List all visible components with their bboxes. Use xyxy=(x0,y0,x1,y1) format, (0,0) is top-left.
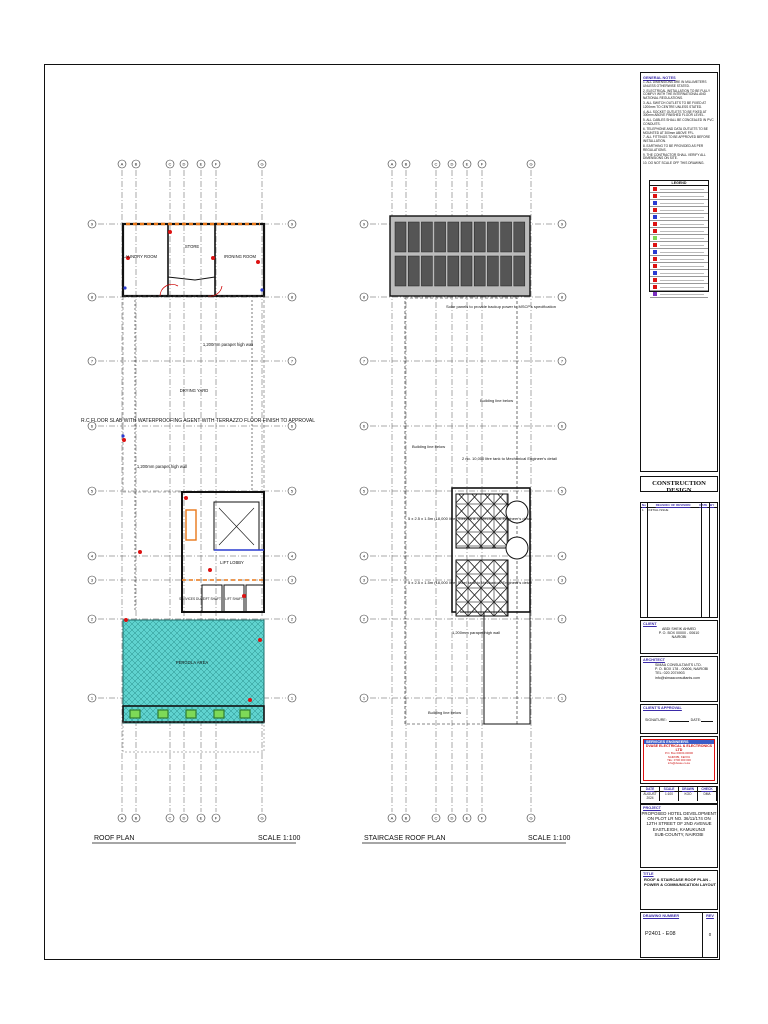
grid-col-label: B xyxy=(404,161,408,167)
solar-panel xyxy=(501,256,512,286)
grid-col-label: E xyxy=(465,815,469,821)
legend-symbol-icon xyxy=(653,229,657,233)
grid-col-label: D xyxy=(450,815,454,821)
consultant-details xyxy=(644,752,714,765)
grid-row-label: 7 xyxy=(560,358,564,364)
consultant-box xyxy=(640,736,718,784)
legend-symbol-icon xyxy=(653,243,657,247)
drawing-title xyxy=(644,877,717,887)
solar-panel xyxy=(474,256,485,286)
solar-panel xyxy=(448,256,459,286)
title-box xyxy=(640,870,718,910)
grid-col-label: C xyxy=(168,161,172,167)
general-notes-list xyxy=(641,81,717,166)
revision-cell: INITIAL ISSUE xyxy=(648,508,669,512)
date-label: DATE: xyxy=(690,718,701,722)
solar-panel xyxy=(435,222,446,252)
staircase-plan-scale: SCALE 1:100 xyxy=(528,835,571,842)
client-details xyxy=(641,627,717,640)
architect-box xyxy=(640,656,718,702)
grid-row-label: 4 xyxy=(362,553,366,559)
grid-col-label: E xyxy=(465,161,469,167)
pergola-hatch xyxy=(123,620,264,723)
grid-row-label: 2 xyxy=(362,616,366,622)
pergola-label: PERGOLA AREA xyxy=(175,660,209,665)
grid-col-label: E xyxy=(199,161,203,167)
roof-plan-title: ROOF PLAN xyxy=(94,835,135,842)
grid-row-label: 1 xyxy=(362,695,366,701)
revision-header-cell: No xyxy=(641,503,646,507)
solar-panel xyxy=(514,256,525,286)
legend-symbol-icon xyxy=(653,236,657,240)
grid-col-label: A xyxy=(120,161,124,167)
legend-row xyxy=(650,200,708,207)
signature-label: SIGNATURE: xyxy=(645,718,667,722)
grid-row-label: 8 xyxy=(560,294,564,300)
solar-panel xyxy=(461,222,472,252)
grid-col-label: A xyxy=(390,815,394,821)
top-rooms-outline xyxy=(123,224,264,296)
revision-header-cell: BY xyxy=(710,503,715,507)
grid-col-label: B xyxy=(134,161,138,167)
legend-symbol-icon xyxy=(653,264,657,268)
grid-col-label: A xyxy=(120,815,124,821)
info-value-cell: AUGUST 2024 xyxy=(641,792,660,800)
grid-row-label: 8 xyxy=(290,294,294,300)
solar-panel xyxy=(461,256,472,286)
info-values xyxy=(641,792,717,800)
tank-note: 2 no. 10,000 litre tank to Mechanical Engineer's detail xyxy=(462,456,557,461)
drying-yard-label: DRYING YARD xyxy=(179,388,209,393)
solar-panel xyxy=(448,222,459,252)
solar-panel xyxy=(501,222,512,252)
approval-box xyxy=(640,704,718,734)
grid-row-label: 3 xyxy=(90,577,94,583)
general-note: 9. THE CONTRACTOR SHALL VERIFY ALL DIMENSIONS ON SITE. xyxy=(643,152,706,161)
general-notes-header: GENERAL NOTES xyxy=(643,76,676,80)
legend-table xyxy=(649,180,709,292)
steel-tank-lower xyxy=(456,560,508,616)
drawing-title-line: ROOF & STAIRCASE ROOF PLAN - xyxy=(644,877,711,882)
grid-row-label: 9 xyxy=(560,221,564,227)
legend-symbol-icon xyxy=(653,194,657,198)
laundry-label: LAUNDRY ROOM xyxy=(122,254,158,259)
grid-row-label: 4 xyxy=(90,553,94,559)
legend-row xyxy=(650,207,708,214)
water-tank-2 xyxy=(506,537,528,559)
legend-row xyxy=(650,242,708,249)
grid-row-label: 3 xyxy=(290,577,294,583)
grid-row-label: 3 xyxy=(560,577,564,583)
general-note: 3. ALL SWITCH OUTLETS TO BE FIXED AT 1200mm TO CENTRE UNLESS STATED. xyxy=(643,100,707,109)
grid-row-label: 1 xyxy=(90,695,94,701)
solar-panel xyxy=(408,256,419,286)
architect-line: SIMAA CONSULTANTS LTD. xyxy=(655,663,702,667)
grid-col-label: G xyxy=(260,161,264,167)
general-note: 8. EARTHING TO BE PROVIDED AS PER REGULATIONS. xyxy=(643,143,704,152)
architect-label: ARCHITECT xyxy=(643,658,665,662)
rev-number: 0 xyxy=(708,932,712,937)
steel-tank-upper xyxy=(456,494,508,548)
grid-col-label: B xyxy=(404,815,408,821)
general-notes-panel xyxy=(640,72,718,472)
consultant-line: NAIROBI, KENYA xyxy=(667,754,691,759)
lift-shaft-label-1: LIFT SHAFT xyxy=(203,597,221,601)
grid-row-label: 5 xyxy=(90,488,94,494)
consultant-label: SERVICES ENGINEERS xyxy=(644,740,714,744)
grid-row-label: 3 xyxy=(362,577,366,583)
grid-row-label: 8 xyxy=(90,294,94,300)
legend-symbol-icon xyxy=(653,201,657,205)
revision-header-cell: REASON / OF REVISION xyxy=(655,503,691,507)
drawing-title-line: POWER & COMMUNICATION LAYOUT xyxy=(644,882,716,887)
general-note: 6. TELEPHONE AND DATA OUTLETS TO BE MOUNTED AT 300mm ABOVE FFL. xyxy=(643,126,708,135)
staircase-plan-title: STAIRCASE ROOF PLAN xyxy=(364,835,446,842)
grid-row-label: 6 xyxy=(362,423,366,429)
grid-row-label: 7 xyxy=(290,358,294,364)
slab-label: R.C FLOOR SLAB WITH WATERPROOFING AGENT WITH TERRAZZO FLOOR FINISH TO APPROVAL xyxy=(80,418,316,424)
solar-panel xyxy=(474,222,485,252)
legend-row xyxy=(650,228,708,235)
staircase-roof-plan xyxy=(390,216,530,724)
architect-line: TEL: 020 2074903 xyxy=(655,671,685,676)
company-banner-box xyxy=(640,476,718,492)
consultant-line: info@dvase.co.ke xyxy=(667,761,691,766)
consultant-line: TEL: 0700 000 000 xyxy=(667,758,691,762)
legend-header: LEGEND xyxy=(650,181,708,186)
grid-col-label: G xyxy=(260,815,264,821)
client-line: NAIROBI xyxy=(671,635,687,640)
client-line: ABDI SHEIK AHMED xyxy=(662,627,696,631)
grid-col-label: A xyxy=(390,161,394,167)
legend-symbol-icon xyxy=(653,222,657,226)
legend-symbol-icon xyxy=(653,250,657,254)
parapet-note: 1,200mm parapet high wall xyxy=(452,630,501,635)
roof-plan-left xyxy=(121,224,264,752)
solar-panel xyxy=(514,222,525,252)
client-box xyxy=(640,620,718,654)
project-line: 12TH STREET OF 2ND AVENUE xyxy=(646,821,712,827)
company-banner: CONSTRUCTION DESIGN xyxy=(652,480,706,494)
legend-row xyxy=(650,263,708,270)
revision-rows xyxy=(641,508,717,512)
project-line: PROPOSED HOTEL DEVELOPMENT xyxy=(641,811,717,816)
roof-plan-scale: SCALE 1:100 xyxy=(258,835,301,842)
legend-row xyxy=(650,221,708,228)
grid-row-label: 9 xyxy=(90,221,94,227)
approval-label: CLIENT'S APPROVAL xyxy=(643,706,682,710)
architect-line: info@simaaconsultants.com xyxy=(655,675,700,680)
grid-col-label: F xyxy=(214,161,218,167)
revision-cell: 1 xyxy=(642,508,644,512)
drawing-number-box xyxy=(640,912,718,958)
project-line: SUB-COUNTY, NAIROBI xyxy=(654,831,704,837)
solar-panel xyxy=(487,222,498,252)
grid-row-label: 4 xyxy=(290,553,294,559)
legend-row xyxy=(650,277,708,284)
grid-row-label: 6 xyxy=(90,423,94,429)
revision-table xyxy=(640,502,718,618)
grid-col-label: C xyxy=(434,161,438,167)
general-note: 5. ALL CABLES SHALL BE CONCEALED IN PVC CONDUITS. xyxy=(643,118,714,126)
grid-col-label: F xyxy=(480,161,484,167)
grid-row-label: 9 xyxy=(362,221,366,227)
grid-col-label: D xyxy=(450,161,454,167)
grid-col-label: F xyxy=(214,815,218,821)
revision-header-cell: DATE xyxy=(699,503,708,507)
building-line-note-2: Building line below xyxy=(412,444,446,449)
lift-shaft-label-2: LIFT SHAFT xyxy=(225,597,243,601)
legend-row xyxy=(650,284,708,291)
legend-row xyxy=(650,186,708,193)
title-block xyxy=(640,72,718,960)
grid-row-label: 4 xyxy=(560,553,564,559)
legend-symbol-icon xyxy=(653,215,657,219)
lift-lobby-label: LIFT LOBBY xyxy=(220,560,244,565)
solar-panel xyxy=(435,256,446,286)
store-label: STORE xyxy=(184,244,200,249)
solar-panel xyxy=(395,256,406,286)
legend-symbol-icon xyxy=(653,257,657,261)
info-table xyxy=(640,786,718,804)
client-label: CLIENT xyxy=(643,622,657,626)
info-header-cell: DATE xyxy=(641,787,660,791)
solar-note: Solar panels to provide backup power to MSCP's specification xyxy=(446,304,556,309)
info-header-cell: CHECK xyxy=(698,787,717,791)
legend-row xyxy=(650,249,708,256)
grid-row-label: 8 xyxy=(362,294,366,300)
parapet-label-2: 1,200mm parapet high wall xyxy=(136,464,188,469)
project-box xyxy=(640,804,718,868)
grid-col-label: G xyxy=(529,161,533,167)
info-header-cell: SCALE xyxy=(660,787,679,791)
grid-col-label: B xyxy=(134,815,138,821)
grid-row-label: 2 xyxy=(560,616,564,622)
solar-panel xyxy=(421,256,432,286)
legend-rows xyxy=(650,186,708,298)
legend-symbol-icon xyxy=(653,278,657,282)
revision-cell xyxy=(698,508,706,512)
project-line: EASTLEIGH, KAMUKUNJI xyxy=(652,826,706,832)
general-note: 10. DO NOT SCALE OFF THIS DRAWING. xyxy=(643,161,705,166)
services-label: SERVICES DUCT xyxy=(179,597,205,601)
steel-tank-note-2: 5 x 2.5 x 1.5m (18,000 litre) Steel tank to Mechanical Engineer's detail xyxy=(408,580,532,585)
legend-row xyxy=(650,270,708,277)
grid-row-label: 5 xyxy=(560,488,564,494)
legend-symbol-icon xyxy=(653,208,657,212)
info-value-cell: KOO xyxy=(679,792,698,800)
grid-col-label: C xyxy=(168,815,172,821)
solar-panel xyxy=(395,222,406,252)
rev-label: REV xyxy=(706,914,714,918)
grid-row-label: 6 xyxy=(290,423,294,429)
grid-row-label: 5 xyxy=(290,488,294,494)
grid-row-label: 2 xyxy=(90,616,94,622)
ironing-label: IRONING ROOM xyxy=(223,254,257,259)
grid-row-label: 6 xyxy=(560,423,564,429)
grid-row-label: 9 xyxy=(290,221,294,227)
solar-panel xyxy=(487,256,498,286)
info-value-cell: DMA xyxy=(698,792,717,800)
info-header-cell: DRAWN xyxy=(679,787,698,791)
building-line-note-1: Building line below xyxy=(480,398,514,403)
building-line-note-3: Building line below xyxy=(428,710,462,715)
legend-symbol-icon xyxy=(653,187,657,191)
grid-col-label: C xyxy=(434,815,438,821)
legend-row xyxy=(650,256,708,263)
consultant-name: DVASE ELECTRICAL & ELECTRONICS LTD xyxy=(645,744,713,753)
legend-symbol-icon xyxy=(653,285,657,289)
grid-col-label: G xyxy=(529,815,533,821)
grid-col-label: D xyxy=(182,815,186,821)
architect-details xyxy=(655,663,717,680)
architect-line: P. O. BOX 178 - 00606, NAIROBI xyxy=(655,667,709,672)
grid-col-label: F xyxy=(480,815,484,821)
legend-symbol-icon xyxy=(653,292,657,296)
info-value-cell: 1:100 xyxy=(660,792,679,800)
grid-row-label: 7 xyxy=(90,358,94,364)
grid-row-label: 7 xyxy=(362,358,366,364)
drawing-number-label: DRAWING NUMBER xyxy=(643,914,680,918)
client-line: P. O. BOX 00000 - 00610 xyxy=(658,631,700,636)
legend-row xyxy=(650,193,708,200)
steel-tank-note-1: 5 x 2.5 x 1.5m (18,000 litre) Steel tank to Mechanical Engineer's detail xyxy=(408,516,532,521)
grid-row-label: 1 xyxy=(290,695,294,701)
general-note: 1. ALL DIMENSIONS ARE IN MILLIMETERS UNLESS OTHERWISE STATED. xyxy=(643,80,707,88)
legend-row xyxy=(650,291,708,298)
legend-row xyxy=(650,235,708,242)
title-label: TITLE xyxy=(643,872,654,876)
drawing-number: P2401 - E08 xyxy=(645,931,676,937)
solar-panel xyxy=(421,222,432,252)
grid-row-label: 1 xyxy=(560,695,564,701)
parapet-label-1: 1,200mm parapet high wall xyxy=(202,342,254,347)
general-note: 4. ALL SOCKET OUTLETS TO BE FIXED AT 300mm ABOVE FINISHED FLOOR LEVEL. xyxy=(643,109,707,118)
general-note: 2. ELECTRICAL INSTALLATION TO BE FULLY COMPLY WITH THE INTERNATIONAL AND NATIONAL REGULATIONS. xyxy=(643,88,711,101)
project-label: PROJECT xyxy=(643,806,661,810)
legend-row xyxy=(650,214,708,221)
grid-row-label: 5 xyxy=(362,488,366,494)
project-line: ON PLOT LR NO. 36/11/174 ON xyxy=(647,816,711,822)
grid-row-label: 2 xyxy=(290,616,294,622)
solar-panel xyxy=(408,222,419,252)
grid-col-label: D xyxy=(182,161,186,167)
legend-symbol-icon xyxy=(653,271,657,275)
general-note: 7. ALL FITTINGS TO BE APPROVED BEFORE INSTALLATION. xyxy=(643,135,711,144)
grid-col-label: E xyxy=(199,815,203,821)
consultant-line: P.O. Box 00000-00000 xyxy=(664,751,694,756)
project-details xyxy=(641,811,717,837)
revision-row xyxy=(641,508,717,512)
